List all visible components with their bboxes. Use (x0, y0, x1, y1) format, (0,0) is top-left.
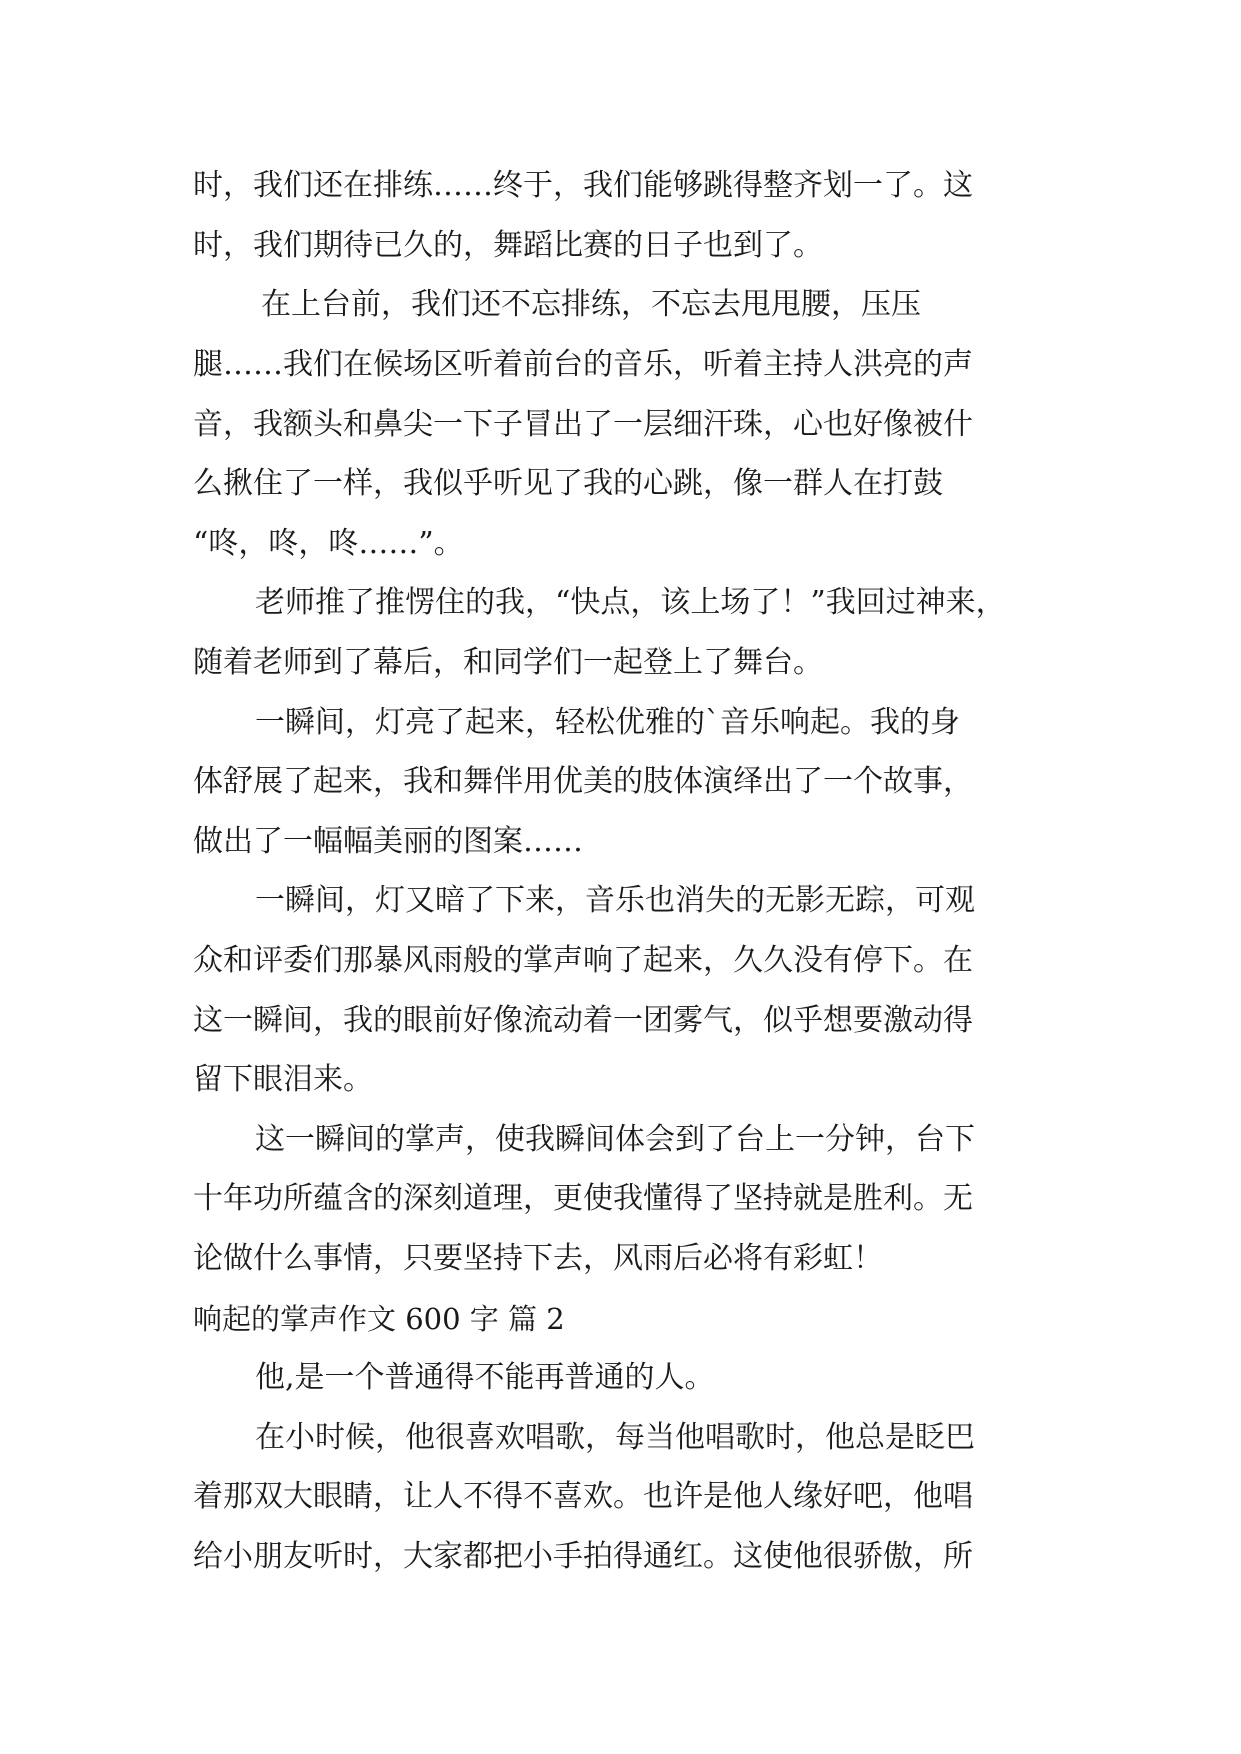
text-line: 这一瞬间，我的眼前好像流动着一团雾气，似乎想要激动得 (193, 1003, 973, 1038)
paragraph-first-line: 他,是一个普通得不能再普通的人。 (255, 1360, 715, 1395)
paragraph-first-line: 在上台前，我们还不忘排练，不忘去甩甩腰，压压 (261, 287, 921, 322)
text-line: 给小朋友听时，大家都把小手拍得通红。这使他很骄傲，所 (193, 1539, 973, 1574)
text-line: 着那双大眼睛，让人不得不喜欢。也许是他人缘好吧，他唱 (193, 1479, 973, 1514)
text-line: “咚，咚，咚……”。 (193, 526, 464, 561)
text-line: 腿……我们在候场区听着前台的音乐，听着主持人洪亮的声 (193, 347, 973, 382)
text-line: 留下眼泪来。 (193, 1062, 373, 1097)
text-line: 随着老师到了幕后，和同学们一起登上了舞台。 (193, 645, 823, 680)
text-line: 十年功所蕴含的深刻道理，更使我懂得了坚持就是胜利。无 (193, 1181, 973, 1216)
text-line: 体舒展了起来，我和舞伴用优美的肢体演绎出了一个故事， (193, 764, 973, 799)
text-line: 时，我们期待已久的，舞蹈比赛的日子也到了。 (193, 228, 823, 263)
section-heading: 响起的掌声作文 600 字 篇 2 (193, 1302, 565, 1336)
text-line: 众和评委们那暴风雨般的掌声响了起来，久久没有停下。在 (193, 943, 973, 978)
paragraph-first-line: 在小时候，他很喜欢唱歌，每当他唱歌时，他总是眨巴 (255, 1420, 975, 1455)
text-line: 么揪住了一样，我似乎听见了我的心跳，像一群人在打鼓 (193, 466, 943, 501)
paragraph-first-line: 这一瞬间的掌声，使我瞬间体会到了台上一分钟，台下 (255, 1122, 975, 1157)
text-line: 论做什么事情，只要坚持下去，风雨后必将有彩虹！ (193, 1241, 883, 1276)
paragraph-first-line: 老师推了推愣住的我，“快点，该上场了！”我回过神来， (255, 585, 1006, 620)
paragraph-first-line: 一瞬间，灯亮了起来，轻松优雅的`音乐响起。我的身 (255, 705, 960, 740)
text-line: 时，我们还在排练……终于，我们能够跳得整齐划一了。这 (193, 168, 973, 203)
text-line: 音，我额头和鼻尖一下子冒出了一层细汗珠，心也好像被什 (193, 407, 973, 442)
text-line: 做出了一幅幅美丽的图案…… (193, 824, 583, 859)
paragraph-first-line: 一瞬间，灯又暗了下来，音乐也消失的无影无踪，可观 (255, 883, 975, 918)
